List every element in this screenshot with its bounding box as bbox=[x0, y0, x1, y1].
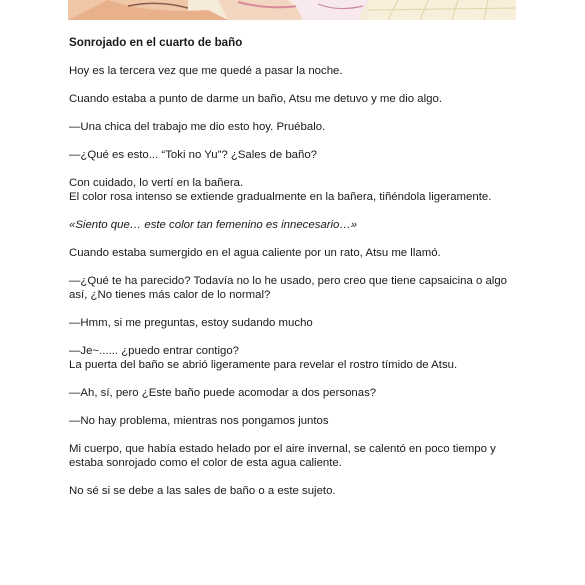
bath-scene-illustration bbox=[68, 0, 516, 20]
paragraph bbox=[69, 442, 529, 470]
paragraph-line: —Ah, sí, pero ¿Este baño puede acomodar a dos personas? bbox=[69, 387, 377, 399]
paragraph bbox=[69, 386, 529, 400]
paragraph-line: —¿Qué es esto... “Toki no Yu”? ¿Sales de baño? bbox=[69, 149, 317, 161]
paragraph-line: estaba sonrojado como el color de esta agua caliente. bbox=[69, 457, 342, 469]
paragraph bbox=[69, 218, 529, 232]
paragraph-line: —Je~...... ¿puedo entrar contigo? bbox=[69, 345, 240, 357]
paragraph bbox=[69, 120, 529, 134]
paragraph bbox=[69, 414, 529, 428]
paragraph bbox=[69, 64, 529, 78]
paragraph-line: El color rosa intenso se extiende gradualmente en la bañera, tiñéndola ligeramente. bbox=[69, 191, 492, 203]
paragraph bbox=[69, 344, 529, 372]
paragraph bbox=[69, 484, 529, 498]
paragraph-line: «Siento que… este color tan femenino es innecesario…» bbox=[69, 219, 358, 231]
paragraph-list bbox=[69, 64, 529, 498]
document-body bbox=[69, 36, 529, 512]
paragraph-line: Hoy es la tercera vez que me quedé a pasar la noche. bbox=[69, 65, 343, 77]
paragraph bbox=[69, 176, 529, 204]
paragraph-line: —No hay problema, mientras nos pongamos juntos bbox=[69, 415, 329, 427]
paragraph-line: Cuando estaba sumergido en el agua caliente por un rato, Atsu me llamó. bbox=[69, 247, 441, 259]
paragraph bbox=[69, 92, 529, 106]
document-title: Sonrojado en el cuarto de baño bbox=[69, 36, 243, 49]
paragraph bbox=[69, 274, 529, 302]
paragraph bbox=[69, 316, 529, 330]
paragraph bbox=[69, 148, 529, 162]
paragraph-line: No sé si se debe a las sales de baño o a este sujeto. bbox=[69, 485, 336, 497]
paragraph-line: así, ¿No tienes más calor de lo normal? bbox=[69, 289, 271, 301]
paragraph-line: La puerta del baño se abrió ligeramente para revelar el rostro tímido de Atsu. bbox=[69, 359, 458, 371]
paragraph-line: —Hmm, si me preguntas, estoy sudando mucho bbox=[69, 317, 313, 329]
paragraph-line: Con cuidado, lo vertí en la bañera. bbox=[69, 177, 244, 189]
paragraph bbox=[69, 246, 529, 260]
header-illustration bbox=[68, 0, 516, 20]
paragraph-line: Cuando estaba a punto de darme un baño, Atsu me detuvo y me dio algo. bbox=[69, 93, 442, 105]
paragraph-line: —¿Qué te ha parecido? Todavía no lo he usado, pero creo que tiene capsaicina o algo bbox=[69, 275, 507, 287]
paragraph-line: Mi cuerpo, que había estado helado por el aire invernal, se calentó en poco tiempo y bbox=[69, 443, 496, 455]
paragraph-line: —Una chica del trabajo me dio esto hoy. Pruébalo. bbox=[69, 121, 326, 133]
